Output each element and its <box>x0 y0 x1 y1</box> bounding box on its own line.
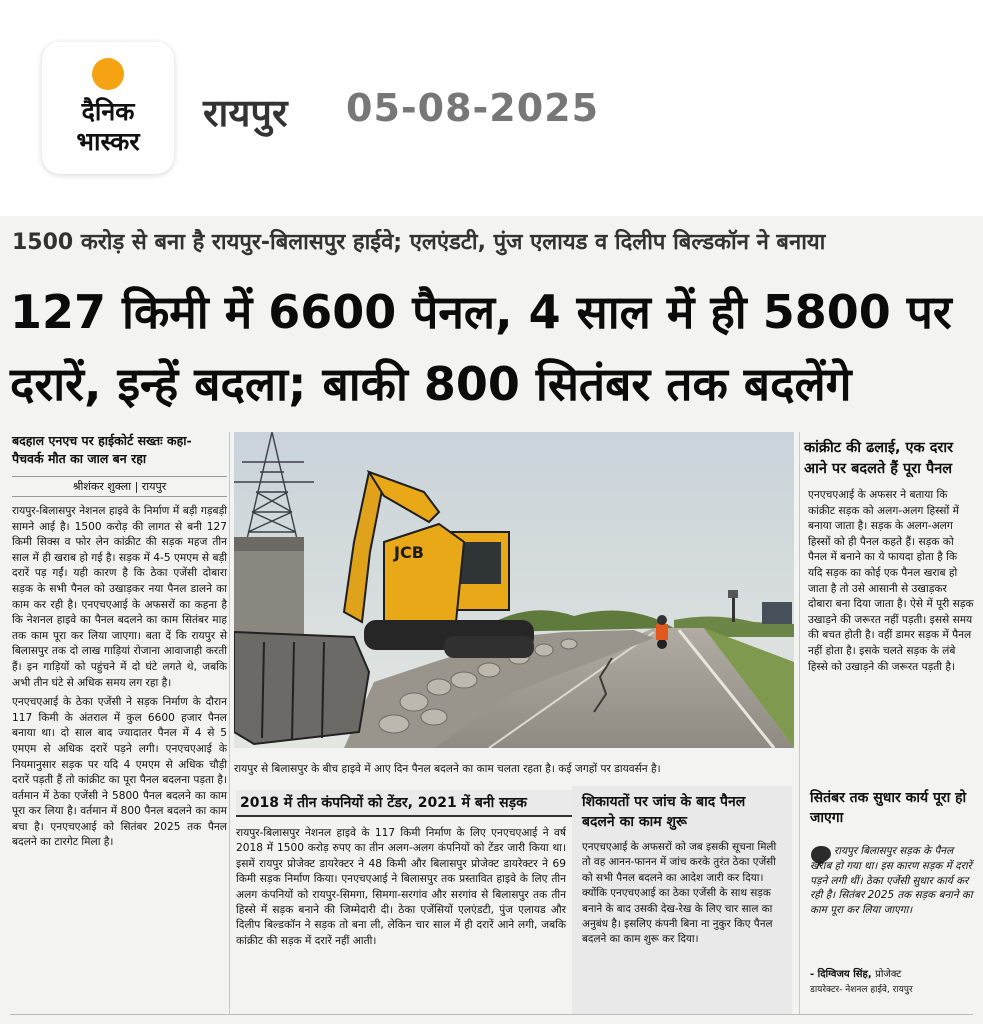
column-divider <box>799 432 800 1014</box>
bottom-middle-body: एनएचएआई के अफसरों को जब इसकी सूचना मिली तो वह आनन-फानन में जांच करके तुरंत ठेका एजेंसी को सभी पैनल बदलने का आदेश जारी कर दिया। क्योंकि एनएचएआई का ठेका एजेंसी के साथ सड़क बनाने के बाद उसकी देख-रेख के लिए चार साल का अनुबंध है। इसलिए कंपनी बिना ना नुकुर किए पैनल बदलने का काम शुरू कर दिया। <box>582 841 777 946</box>
article-kicker: 1500 करोड़ से बना है रायपुर-बिलासपुर हाईवे; एलएंडटी, पुंज एलायड व दिलीप बिल्डकॉन ने बनाया <box>12 230 826 255</box>
bottom-center-body: रायपुर-बिलासपुर नेशनल हाइवे के 117 किमी निर्माण के लिए एनएचएआई ने वर्ष 2018 में 1500 करोड़ रुपए का तीन अलग-अलग कंपनियों को टेंडर जारी किया था। इसमें रायपुर प्रोजेक्ट डायरेक्टर ने 48 किमी और बिलासपुर प्रोजेक्ट डायरेक्टर ने 69 किमी सड़क निर्माण किया। एनएचएआई ने बिलासपुर तक प्रस्तावित हाइवे के लिए तीन अलग कंपनियों को रायपुर-सिमगा, सिमगा-सरगांव और सरगांव से बिलासपुर तक तीन हिस्से में सड़क बनाने की जिम्मेदारी दी। ठेका एजेंसियों एलएंडटी, पुंज एलायड और दिलीप बिल्डकॉन ने सड़क तो बना ली, लेकिन चार साल में ही दरारें आने लगी, जबकि कांक्रीट की सड़क में दरारें नहीं आती। <box>236 827 566 947</box>
excavator-on-highway-image <box>234 432 794 748</box>
quote-signature <box>810 966 974 980</box>
highway-photo <box>234 432 794 748</box>
column-divider <box>229 432 230 1014</box>
left-paragraph-2: एनएचएआई के ठेका एजेंसी ने सड़क निर्माण के दौरान 117 किमी के अंतराल में कुल 6600 हजार पैनल बनाया था। दो साल बाद ज्यादातर पैनल में 4 से 5 एमएम से अधिक दरारें पड़ने लगी। एनएचएआई के नियमानुसार सड़क पर यदि 4 एमएम से अधिक चौड़ी दरारें पड़ती हैं तो कांक्रीट का पूरा पैनल बदलना पड़ता है। वर्तमान में ठेका एजेंसी ने 5800 पैनल बदलने का काम पूरा कर लिया है। वर्तमान में 800 पैनल बदलने का काम बचा है। एनएचएआई को सितंबर 2025 तक पैनल बदलने का टारगेट मिला है। <box>12 696 227 849</box>
bottom-center-heading: 2018 में तीन कंपनियों को टेंडर, 2021 में बनी सड़क <box>236 790 572 817</box>
signature-role-a: प्रोजेक्ट <box>875 969 902 980</box>
quote-signature-role: डायरेक्टर- नेशनल हाईवे, रायपुर <box>810 985 913 995</box>
headline-line-1: 127 किमी में 6600 पैनल, 4 साल में ही 5800 पर <box>10 285 952 339</box>
dainik-bhaskar-logo[interactable] <box>42 42 174 174</box>
official-quote <box>810 844 974 918</box>
left-paragraph-1: रायपुर-बिलासपुर नेशनल हाइवे के निर्माण में बड़ी गड़बड़ी सामने आई है। 1500 करोड़ की लागत से बनी 127 किमी सिक्स व फोर लेन कांक्रीट की सड़क महज तीन साल में ही खराब हो गई है। सड़क में 4-5 एमएम से बड़ी दरारें पड़ गईं। यही कारण है कि ठेका एजेंसी दोबारा सड़क के सभी पैनल को उखाड़कर नया पैनल डालने का काम कर रही है। एनएचएआई के अफसरों का कहना है कि नेशनल हाइवे का पैनल बदलने का काम सितंबर माह तक काम पूरा कर लिया जाएगा। बता दें कि रायपुर से बिलासपुर तक दो लाख गाड़ियां रोजाना आवाजाही करती हैं। इन गाड़ियों को पहुंचने में दो घंटे लगते थे, जबकि अभी तीन घंटे से अधिक समय लग रहा है। <box>12 505 227 689</box>
photo-caption: रायपुर से बिलासपुर के बीच हाइवे में आए दिन पैनल बदलने का काम चलता रहता है। कई जगहों पर डायवर्सन है। <box>234 763 661 775</box>
bottom-right-heading: सितंबर तक सुधार कार्य पूरा हो जाएगा <box>810 790 967 826</box>
app-header <box>0 0 983 215</box>
byline: श्रीशंकर शुक्ला | रायपुर <box>12 476 227 497</box>
edition-date[interactable]: 05-08-2025 <box>346 86 600 130</box>
machine-brand-text: JCB <box>394 543 424 562</box>
signature-name: - दिग्विजय सिंह, <box>810 969 872 980</box>
official-quote-text: रायपुर बिलासपुर सड़क के पैनल खराब हो गया था। इस कारण सड़क में दरारें पड़ने लगी थीं। ठेका एजेंसी सुधार कार्य कर रही है। सितंबर 2025 तक सड़क बनाने का काम पूरा कर लिया जाएगा। <box>810 845 973 917</box>
headline-line-2: दरारें, इन्हें बदला; बाकी 800 सितंबर तक बदलेंगे <box>10 357 852 411</box>
logo-text-line2: भास्कर <box>76 127 140 156</box>
bottom-rule <box>10 1014 973 1015</box>
bottom-middle-heading: शिकायतों पर जांच के बाद पैनल बदलने का काम शुरू <box>582 794 746 830</box>
right-column-heading: कांक्रीट की ढलाई, एक दरार आने पर बदलते हैं पूरा पैनल <box>804 440 954 477</box>
left-column-body <box>12 504 227 855</box>
edition-city[interactable]: रायपुर <box>203 91 288 135</box>
right-column-body: एनएचएआई के अफसर ने बताया कि कांक्रीट सड़क को अलग-अलग हिस्सों में बनाया जाता है। सड़क के अलग-अलग हिस्सों को ही पैनल कहते हैं। सड़क को पैनल में बनाने का ये फायदा होता है कि यदि सड़क का कोई एक पैनल खराब हो जाता है तो उसे आसानी से उखाड़कर दोबारा बना दिया जाता है। ऐसे में पूरी सड़क उखाड़ने की जरूरत नहीं पड़ती। इससे समय की बचत होती है। वहीं डामर सड़क में पैनल नहीं होता है। इसके चलते सड़क के लंबे हिस्से को उखाड़ने की जरूरत पड़ती है। <box>808 489 974 673</box>
logo-text-line1: दैनिक <box>81 97 135 126</box>
sun-icon <box>92 58 124 90</box>
left-column-heading: बदहाल एनएच पर हाईकोर्ट सख्तः कहा-पैचवर्क मौत का जाल बन रहा <box>12 433 192 466</box>
